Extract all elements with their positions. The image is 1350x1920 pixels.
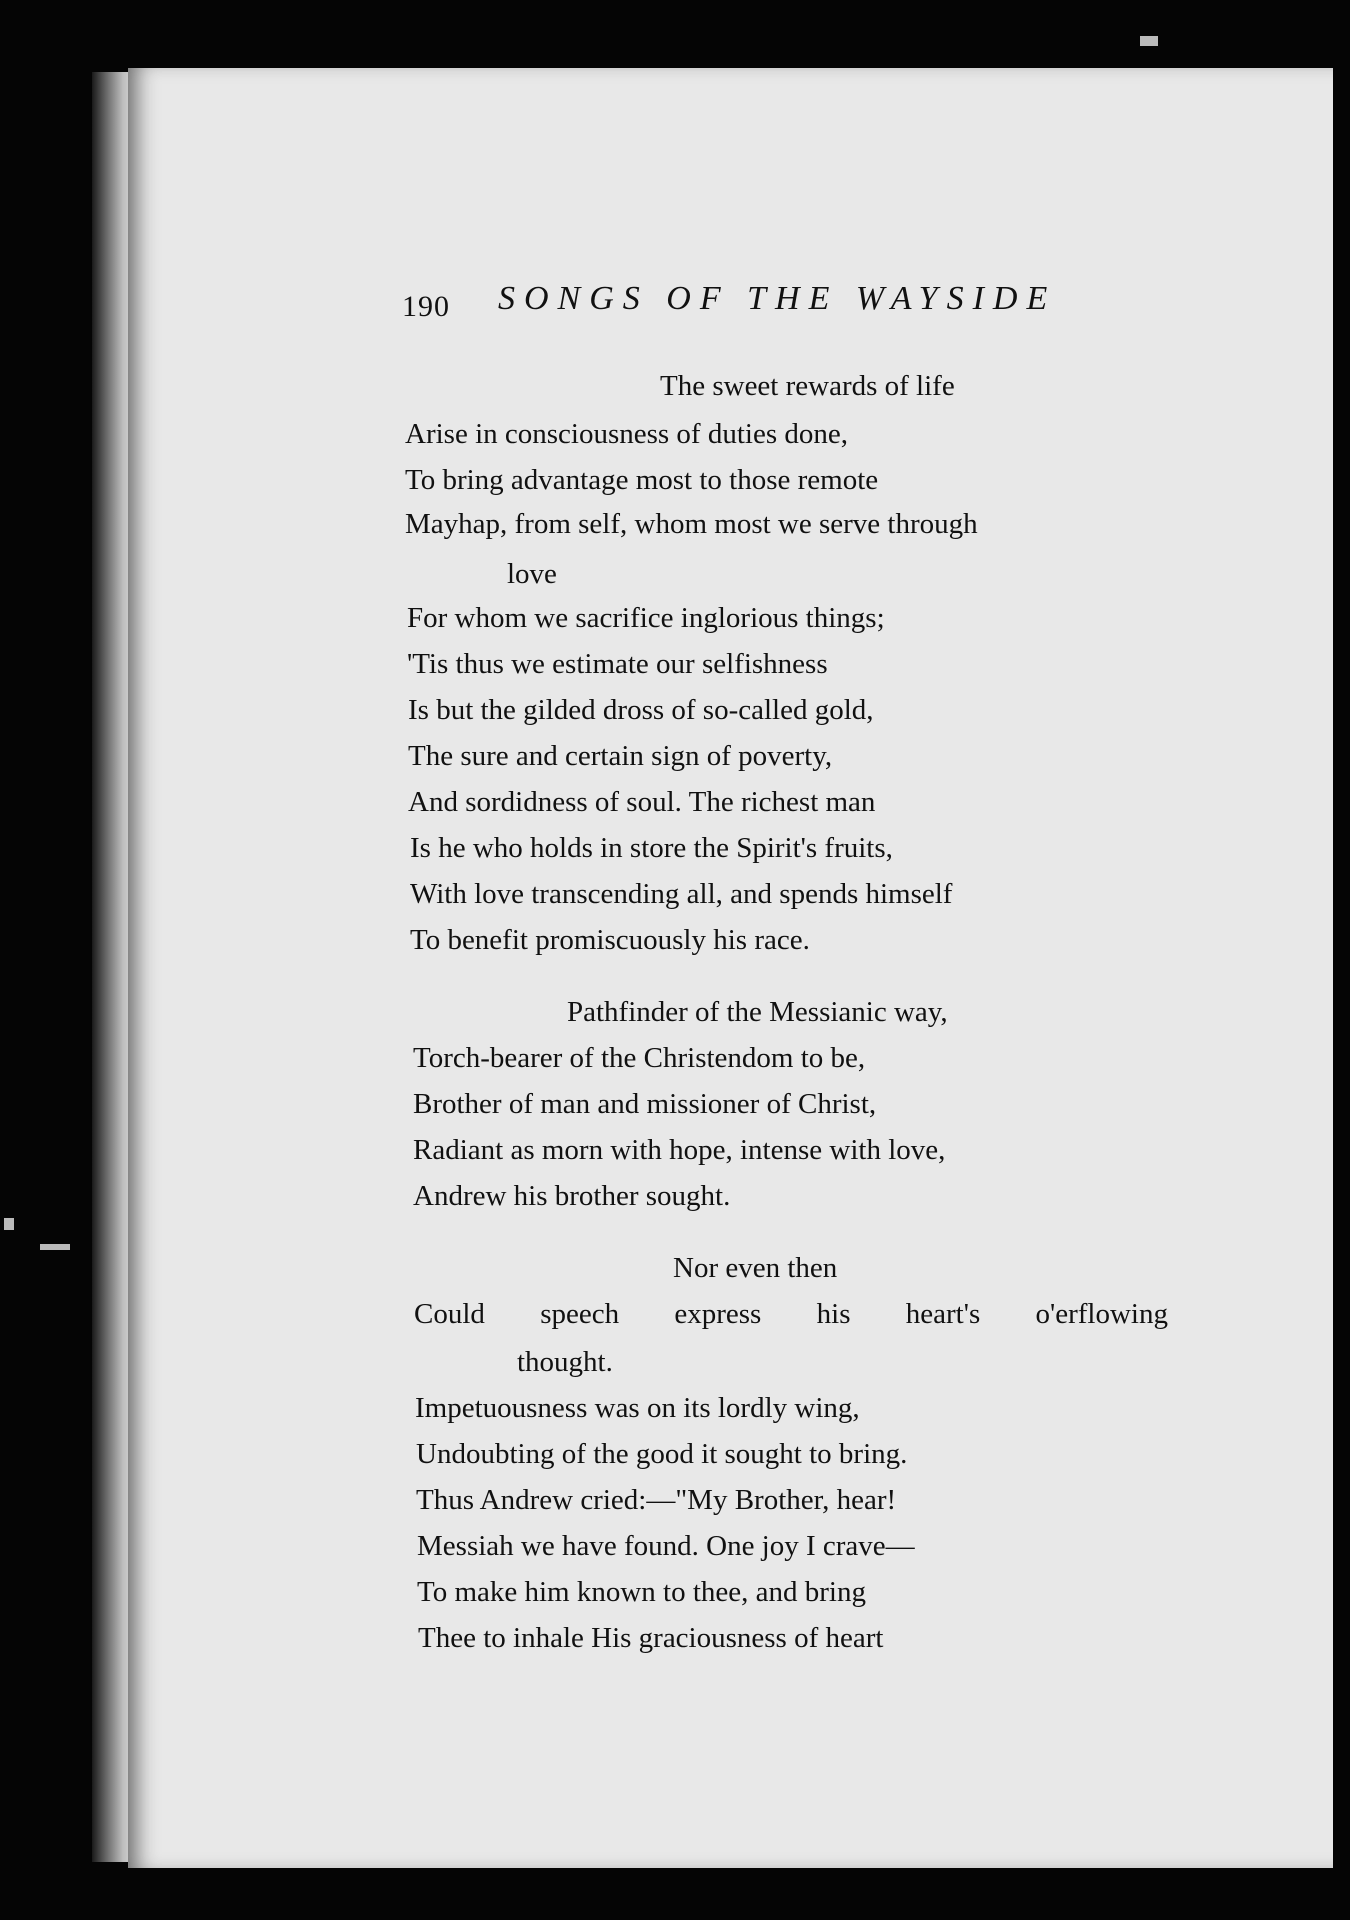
page-header [402,280,1122,330]
poem-line: Andrew his brother sought. [413,1180,731,1212]
scan-speck [4,1218,14,1230]
poem-line: Undoubting of the good it sought to bring. [416,1438,908,1470]
poem-line: Is but the gilded dross of so-called gold, [408,694,874,726]
poem-line: Radiant as morn with hope, intense with love, [413,1134,946,1166]
poem-line: With love transcending all, and spends himself [410,878,953,910]
poem-word: heart's [905,1298,981,1330]
poem-line: 'Tis thus we estimate our selfishness [407,648,828,680]
poem-word: his [816,1298,851,1330]
running-title: SONGS OF THE WAYSIDE [498,280,1057,317]
poem-line: The sweet rewards of life [660,370,955,402]
poem-line: Is he who holds in store the Spirit's fruits, [410,832,893,864]
poem-word: o'erflowing [1035,1298,1168,1330]
scan-speck [1140,36,1158,46]
poem-word: express [674,1298,762,1330]
poem-line: Thus Andrew cried:—"My Brother, hear! [416,1484,897,1516]
poem-word: Could [414,1298,485,1330]
poem-line: Arise in consciousness of duties done, [405,418,848,450]
poem-line: Brother of man and missioner of Christ, [413,1088,877,1120]
poem-line: And sordidness of soul. The richest man [408,786,876,818]
poem-line: The sure and certain sign of poverty, [408,740,833,772]
poem-line: love [507,558,557,590]
scan-speck [40,1244,70,1250]
poem-line: For whom we sacrifice inglorious things; [407,602,885,634]
poem-line: Nor even then [673,1252,838,1284]
poem-line: thought. [517,1346,613,1378]
poem-line: Pathfinder of the Messianic way, [567,996,948,1028]
poem-line: Impetuousness was on its lordly wing, [415,1392,860,1424]
poem-line: Thee to inhale His graciousness of heart [418,1622,884,1654]
page-number: 190 [402,290,450,323]
poem-line: Torch-bearer of the Christendom to be, [413,1042,866,1074]
poem-line: Mayhap, from self, whom most we serve through [405,508,978,540]
poem-line: Messiah we have found. One joy I crave— [417,1530,915,1562]
poem-line: To make him known to thee, and bring [417,1576,866,1608]
justified-poem-line [414,1300,1168,1329]
poem-word: speech [540,1298,620,1330]
poem-line: To benefit promiscuously his race. [410,924,810,956]
poem-line: To bring advantage most to those remote [405,464,879,496]
